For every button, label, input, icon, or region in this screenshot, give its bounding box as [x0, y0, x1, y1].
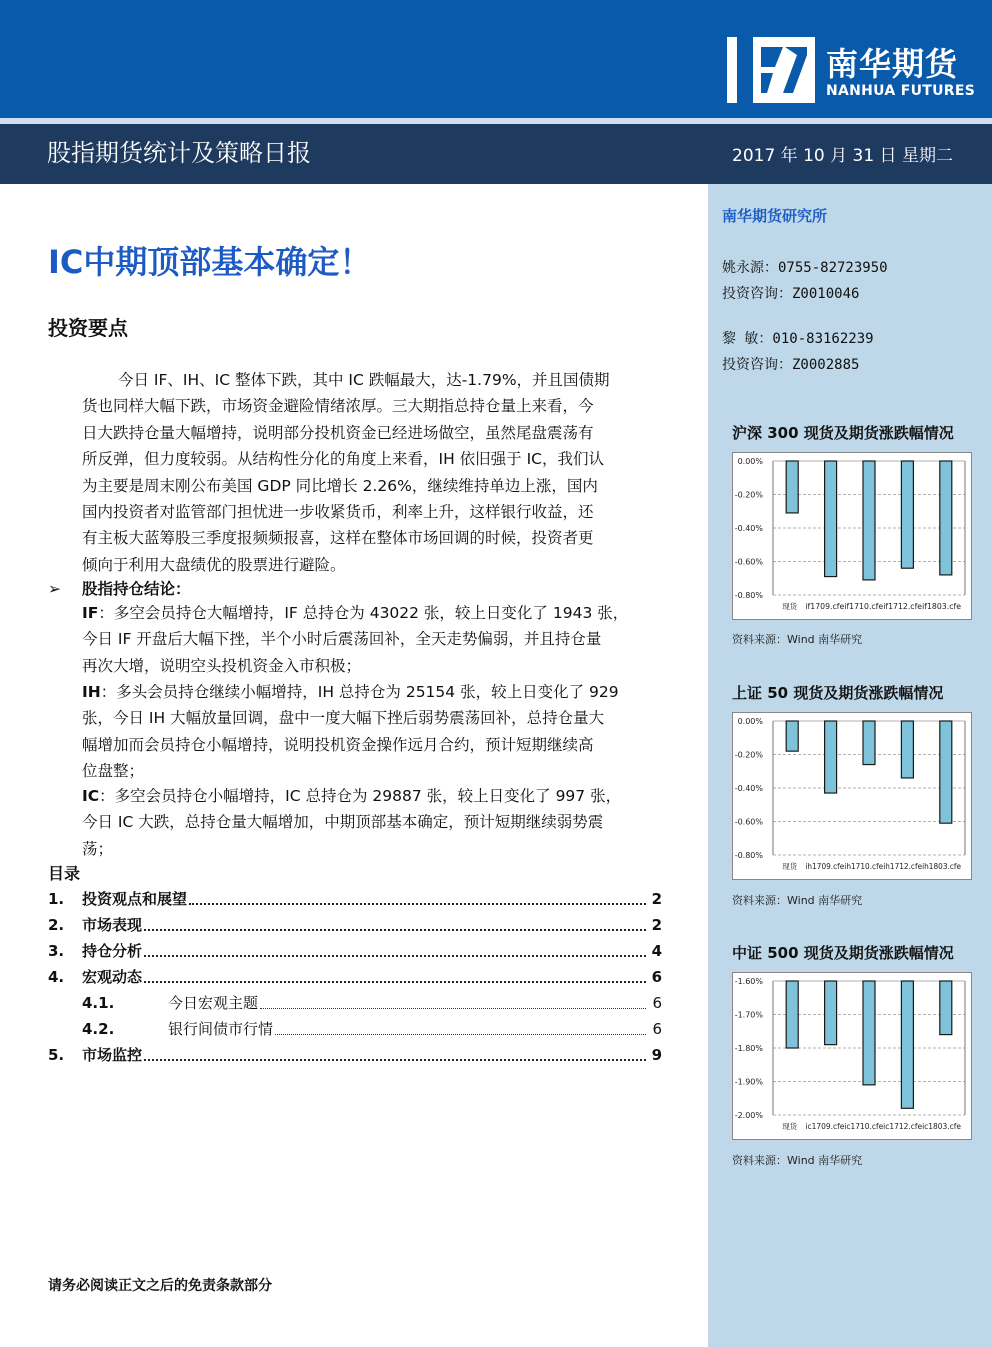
summary-paragraph — [82, 367, 662, 578]
if-line: 今日 IF 开盘后大幅下挫，半个小时后震荡回补，全天走势偏弱，并且持仓量 — [82, 630, 602, 649]
chart-bar — [863, 981, 875, 1085]
y-tick-label: -1.90% — [734, 1077, 763, 1087]
toc-page: 6 — [652, 1020, 662, 1038]
y-tick-label: 0.00% — [737, 717, 763, 726]
chart-title-hs300: 沪深 300 现货及期货涨跌幅情况 — [732, 424, 954, 442]
report-name: 股指期货统计及策略日报 — [47, 139, 311, 167]
chart-zz500 — [732, 972, 972, 1140]
bullet-arrow-icon: ➢ — [48, 580, 61, 598]
y-tick-label: -2.00% — [734, 1111, 763, 1120]
toc-label: 宏观动态 — [82, 968, 143, 986]
toc-number: 5. — [48, 1046, 65, 1064]
toc-number: 4.1. — [82, 994, 115, 1012]
chart-bar — [901, 721, 913, 778]
chart-bar — [786, 981, 798, 1048]
chart-hs300-svg — [733, 453, 973, 621]
brand-name-cn: 南华期货 — [826, 45, 959, 83]
chart-sz50-svg — [733, 713, 973, 881]
y-tick-label: 0.00% — [737, 457, 763, 466]
x-tick-label: 现货 — [782, 862, 798, 871]
toc-label: 市场监控 — [82, 1046, 143, 1064]
toc-label: 持仓分析 — [82, 942, 143, 960]
ih-line: 张，今日 IH 大幅放量回调，盘中一度大幅下挫后弱势震荡回补，总持仓量大 — [82, 709, 605, 728]
toc-leader — [144, 1059, 646, 1061]
contact-analyst-1: 姚永源：0755-82723950 — [722, 260, 888, 276]
chart-bar — [863, 721, 875, 765]
if-line: ：多空会员持仓大幅增持，IF 总持仓为 43022 张，较上日变化了 1943 张， — [98, 604, 629, 622]
toc-entry[interactable] — [48, 990, 662, 1016]
ih-label: IH — [82, 683, 101, 701]
contact-analyst-2: 黎 敏：010-83162239 — [722, 331, 874, 347]
toc-number: 2. — [48, 916, 65, 934]
chart-bar — [786, 461, 798, 513]
chart-title-sz50: 上证 50 现货及期货涨跌幅情况 — [732, 684, 944, 702]
summary-line: 有主板大蓝筹股三季度报频频报喜，这样在整体市场回调的时候，投资者更 — [82, 529, 594, 548]
y-tick-label: -0.60% — [734, 817, 763, 827]
ih-block — [82, 679, 662, 785]
report-date: 2017 年 10 月 31 日 星期二 — [732, 146, 953, 166]
toc-entry[interactable] — [48, 1016, 662, 1042]
brand-name-en: NANHUA FUTURES — [826, 83, 976, 99]
summary-line: 货也同样大幅下跌，市场资金避险情绪浓厚。三大期指总持仓量上来看，今 — [82, 397, 594, 416]
summary-line: 为主要是周末刚公布美国 GDP 同比增长 2.26%，继续维持单边上涨，国内 — [82, 476, 598, 495]
toc-leader — [189, 903, 646, 905]
toc-heading: 目录 — [48, 864, 81, 883]
y-tick-label: -1.60% — [734, 977, 763, 986]
key-points-heading: 投资要点 — [48, 316, 128, 340]
x-tick-label: ih1709.cfeih1710.cfeih1712.cfeih1803.cfe — [805, 862, 962, 871]
summary-line: 日大跌持仓量大幅增持，说明部分投机资金已经进场做空，虽然尾盘震荡有 — [82, 423, 594, 442]
page-title: IC中期顶部基本确定！ — [48, 243, 372, 281]
toc-leader — [144, 981, 646, 983]
y-tick-label: -0.80% — [734, 591, 763, 600]
y-tick-label: -0.60% — [734, 557, 763, 567]
y-tick-label: -0.20% — [734, 490, 763, 500]
chart-hs300 — [732, 452, 972, 620]
y-tick-label: -1.80% — [734, 1044, 763, 1053]
y-tick-label: -0.40% — [734, 784, 763, 793]
toc-leader — [260, 1008, 646, 1009]
chart-bar — [786, 721, 798, 751]
toc-leader — [275, 1034, 646, 1035]
chart-bar — [825, 721, 837, 793]
toc-page: 6 — [651, 968, 662, 986]
toc-label: 银行间债市行情 — [168, 1020, 274, 1038]
toc-entry[interactable] — [48, 912, 662, 938]
ih-line: 位盘整； — [82, 762, 145, 781]
position-heading-label: 股指持仓结论： — [82, 580, 191, 598]
disclaimer-footer: 请务必阅读正文之后的免责条款部分 — [48, 1278, 272, 1294]
chart-zz500-svg — [733, 973, 973, 1141]
chart-source-sz50: 资料来源：Wind 南华研究 — [732, 894, 863, 907]
chart-bar — [825, 461, 837, 577]
toc-page: 2 — [651, 890, 662, 908]
if-block — [82, 600, 662, 679]
ic-line: 荡； — [82, 839, 114, 858]
y-tick-label: -0.40% — [734, 524, 763, 533]
position-heading — [48, 577, 191, 601]
chart-source-hs300: 资料来源：Wind 南华研究 — [732, 633, 863, 646]
if-line: 再次大增，说明空头投机资金入市积极； — [82, 656, 362, 675]
toc-number: 4.2. — [82, 1020, 115, 1038]
ic-label: IC — [82, 787, 100, 805]
chart-source-zz500: 资料来源：Wind 南华研究 — [732, 1154, 863, 1167]
ih-line: ：多头会员持仓继续小幅增持，IH 总持仓为 25154 张，较上日变化了 929 — [100, 683, 619, 701]
toc-page: 6 — [652, 994, 662, 1012]
toc-number: 3. — [48, 942, 65, 960]
toc-entry[interactable] — [48, 938, 662, 964]
chart-bar — [940, 981, 952, 1035]
toc-entry[interactable] — [48, 964, 662, 990]
ic-line: ：多空会员持仓小幅增持，IC 总持仓为 29887 张，较上日变化了 997 张， — [99, 787, 622, 805]
toc-label: 投资观点和展望 — [82, 890, 188, 908]
y-tick-label: -1.70% — [734, 1010, 763, 1020]
toc-page: 9 — [651, 1046, 662, 1064]
toc-label: 市场表现 — [82, 916, 143, 934]
toc-entry[interactable] — [48, 1042, 662, 1068]
ih-line: 幅增加而会员持仓小幅增持，说明投机资金操作远月合约，预计短期继续高 — [82, 735, 594, 754]
y-tick-label: -0.20% — [734, 750, 763, 760]
chart-bar — [863, 461, 875, 580]
chart-title-zz500: 中证 500 现货及期货涨跌幅情况 — [732, 944, 954, 962]
x-tick-label: 现货 — [782, 602, 798, 611]
toc-page: 4 — [651, 942, 662, 960]
x-tick-label: 现货 — [782, 1122, 798, 1131]
toc-entry[interactable] — [48, 886, 662, 912]
institute-name: 南华期货研究所 — [722, 207, 828, 225]
summary-line: 所反弹，但力度较弱。从结构性分化的角度上来看，IH 依旧强于 IC，我们认 — [82, 450, 604, 469]
toc-page: 2 — [651, 916, 662, 934]
toc-leader — [144, 929, 646, 931]
toc-label: 今日宏观主题 — [168, 994, 259, 1012]
chart-bar — [940, 461, 952, 575]
toc-leader — [144, 955, 646, 957]
page-header — [0, 0, 992, 184]
chart-bar — [901, 461, 913, 568]
y-tick-label: -0.80% — [734, 851, 763, 860]
if-label: IF — [82, 604, 99, 622]
ic-block — [82, 783, 662, 862]
contact-license-1: 投资咨询：Z0010046 — [722, 286, 860, 302]
summary-line: 国内投资者对监管部门担忧进一步收紧货币，利率上升，这样银行收益，还 — [82, 502, 594, 521]
ic-line: 今日 IC 大跌，总持仓量大幅增加，中期顶部基本确定，预计短期继续弱势震 — [82, 813, 604, 832]
toc-number: 1. — [48, 890, 65, 908]
chart-bar — [940, 721, 952, 823]
summary-line: 今日 IF、IH、IC 整体下跌，其中 IC 跌幅最大，达-1.79%，并且国债期 — [118, 371, 610, 389]
nanhua-logo-icon — [727, 37, 815, 103]
chart-bar — [825, 981, 837, 1045]
chart-sz50 — [732, 712, 972, 880]
x-tick-label: if1709.cfeif1710.cfeif1712.cfeif1803.cfe — [805, 602, 962, 611]
chart-bar — [901, 981, 913, 1108]
contact-license-2: 投资咨询：Z0002885 — [722, 357, 860, 373]
toc-number: 4. — [48, 968, 65, 986]
summary-line: 倾向于利用大盘绩优的股票进行避险。 — [82, 555, 346, 574]
x-tick-label: ic1709.cfeic1710.cfeic1712.cfeic1803.cfe — [805, 1122, 962, 1131]
